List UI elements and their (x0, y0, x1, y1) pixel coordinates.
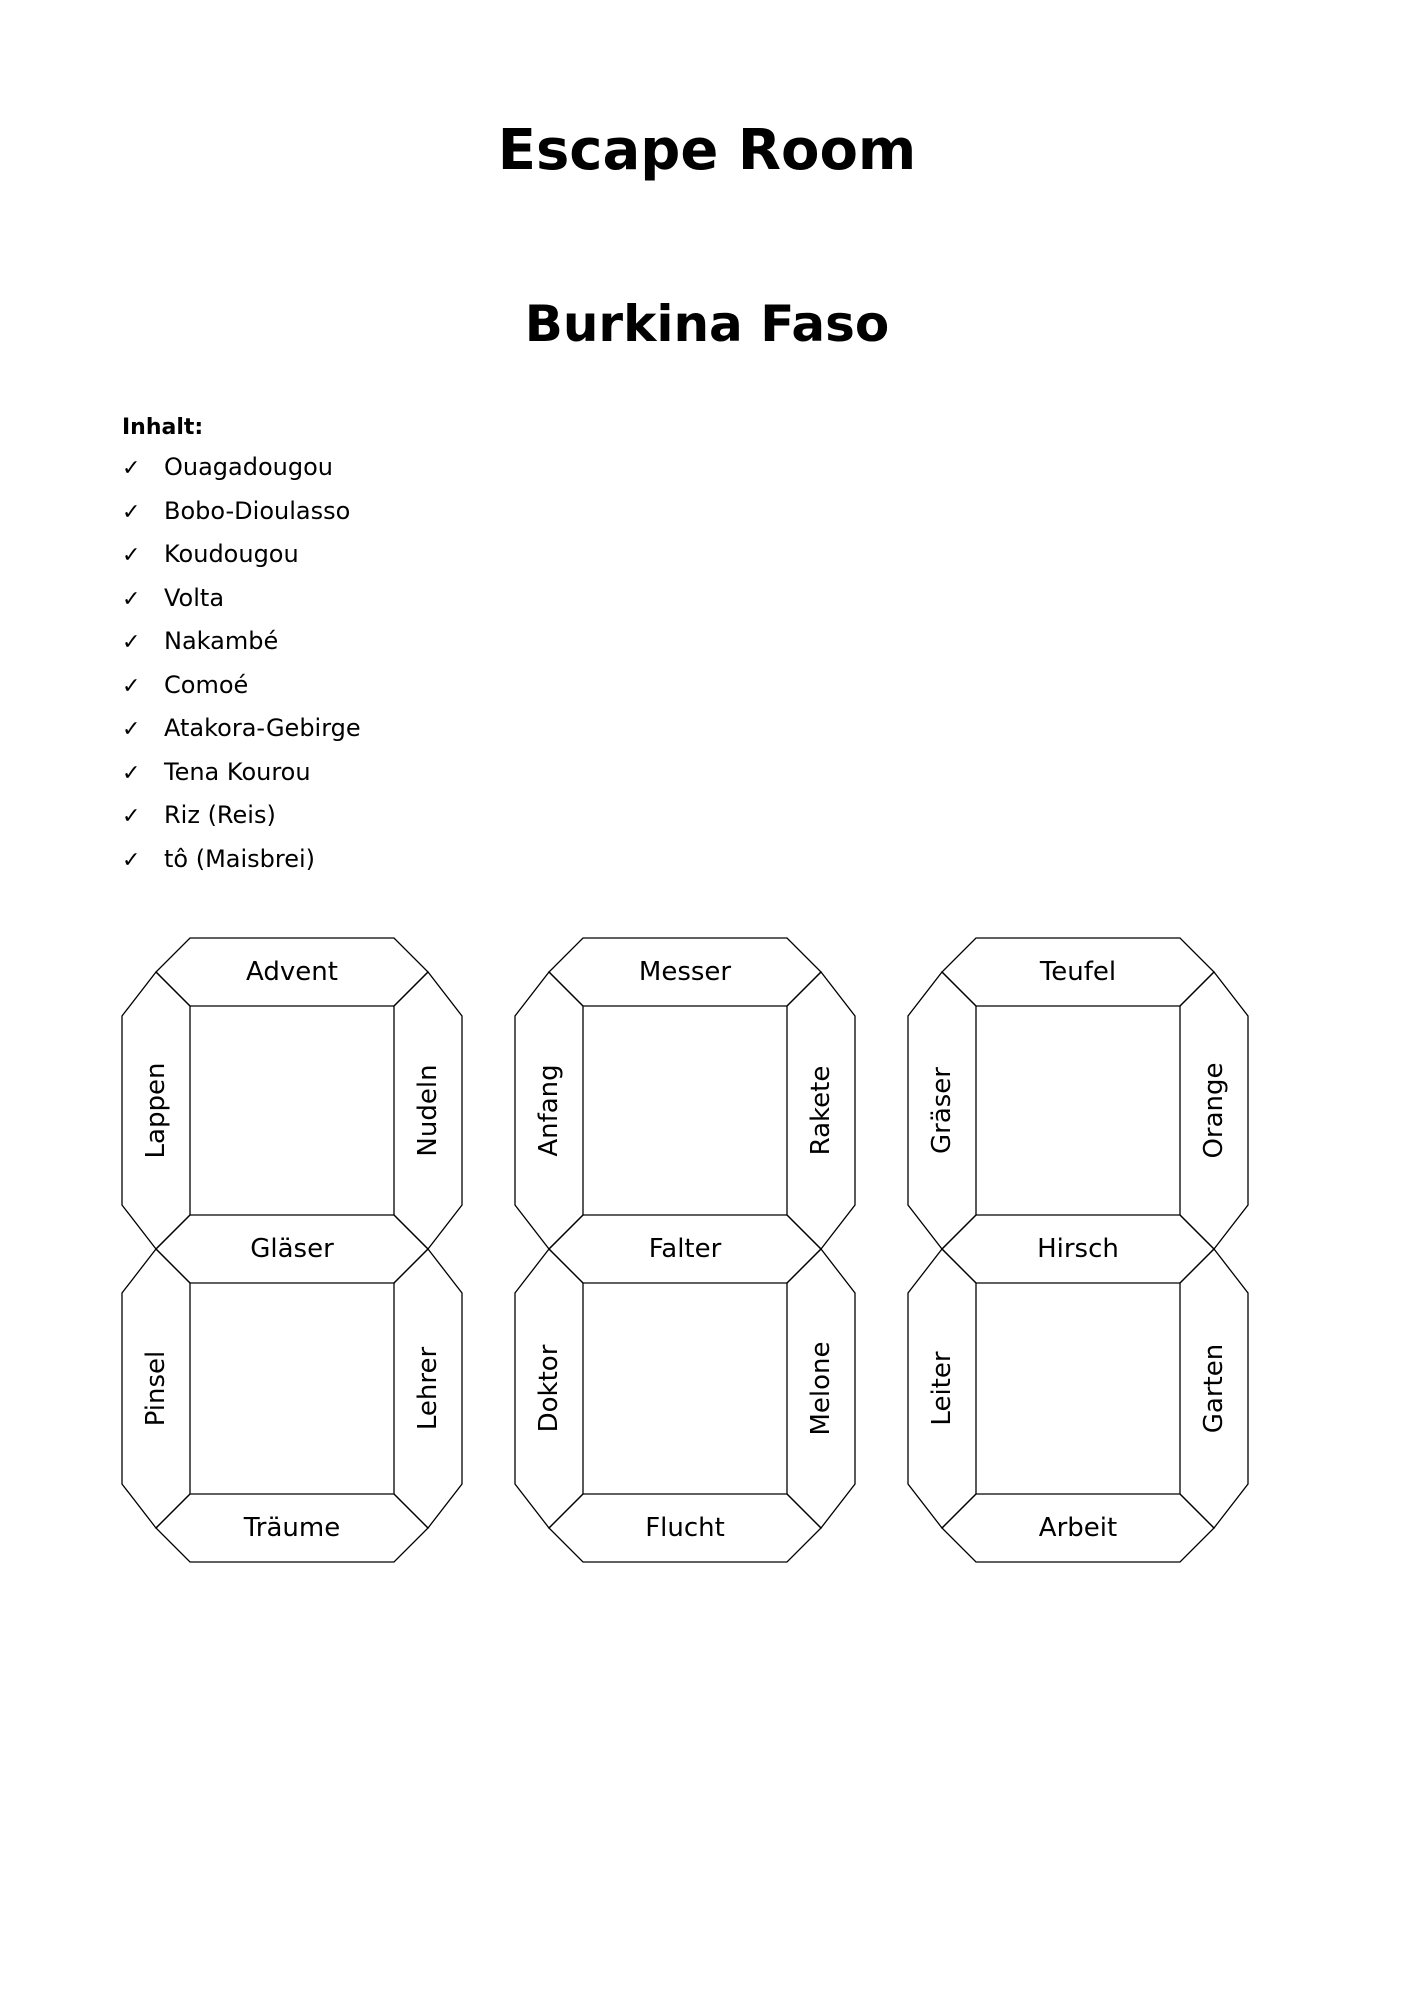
segment-middle-label: Falter (648, 1234, 722, 1264)
segment-top-label: Teufel (1039, 957, 1117, 987)
check-mark-icon: ✓ (122, 760, 141, 786)
check-mark-icon: ✓ (122, 543, 141, 568)
segment-middle-label: Gläser (250, 1234, 334, 1264)
segment-lower-right-label: Lehrer (413, 1346, 443, 1431)
segment-middle-label: Hirsch (1037, 1234, 1119, 1264)
contents-heading: Inhalt: (122, 415, 204, 440)
segment-upper-right-label: Rakete (806, 1065, 836, 1156)
check-mark-icon: ✓ (122, 630, 141, 655)
check-mark-icon: ✓ (122, 499, 141, 525)
segment-lower-left-label: Leiter (927, 1351, 957, 1426)
page-title: Escape Room (497, 118, 917, 183)
list-item-label: Volta (164, 583, 225, 612)
list-item-label: Comoé (164, 670, 249, 699)
list-item-label: Nakambé (164, 627, 279, 655)
list-item-label: Bobo-Dioulasso (164, 496, 351, 525)
segment-upper-left-label: Lappen (141, 1062, 171, 1159)
check-mark-icon: ✓ (122, 673, 141, 699)
segment-upper-right-label: Orange (1199, 1062, 1229, 1159)
segment-top-label: Messer (638, 957, 732, 987)
segment-lower-right-label: Garten (1199, 1343, 1229, 1434)
check-mark-icon: ✓ (122, 847, 141, 873)
list-item-label: Atakora-Gebirge (164, 714, 361, 742)
check-mark-icon: ✓ (122, 456, 141, 481)
check-mark-icon: ✓ (122, 804, 141, 829)
segment-top-label: Advent (246, 957, 338, 987)
display-3 (908, 938, 1248, 1562)
segment-upper-left-label: Gräser (927, 1066, 957, 1155)
segment-bottom-label: Arbeit (1038, 1513, 1118, 1543)
segment-bottom-label: Flucht (645, 1513, 725, 1543)
display-2 (515, 938, 855, 1562)
list-item-label: Ouagadougou (164, 453, 334, 481)
check-mark-icon: ✓ (122, 586, 141, 612)
list-item-label: Riz (Reis) (164, 801, 276, 829)
display-1 (122, 938, 462, 1562)
list-item-label: Tena Kourou (164, 757, 311, 786)
page-subtitle: Burkina Faso (524, 295, 890, 353)
segment-lower-left-label: Doktor (534, 1344, 564, 1433)
list-item-label: Koudougou (164, 540, 299, 568)
segment-upper-right-label: Nudeln (413, 1064, 443, 1157)
list-item-label: tô (Maisbrei) (164, 844, 316, 873)
check-mark-icon: ✓ (122, 717, 141, 742)
segment-lower-right-label: Melone (806, 1341, 836, 1436)
segment-lower-left-label: Pinsel (141, 1350, 171, 1427)
segment-bottom-label: Träume (243, 1513, 341, 1543)
segment-upper-left-label: Anfang (534, 1064, 564, 1157)
